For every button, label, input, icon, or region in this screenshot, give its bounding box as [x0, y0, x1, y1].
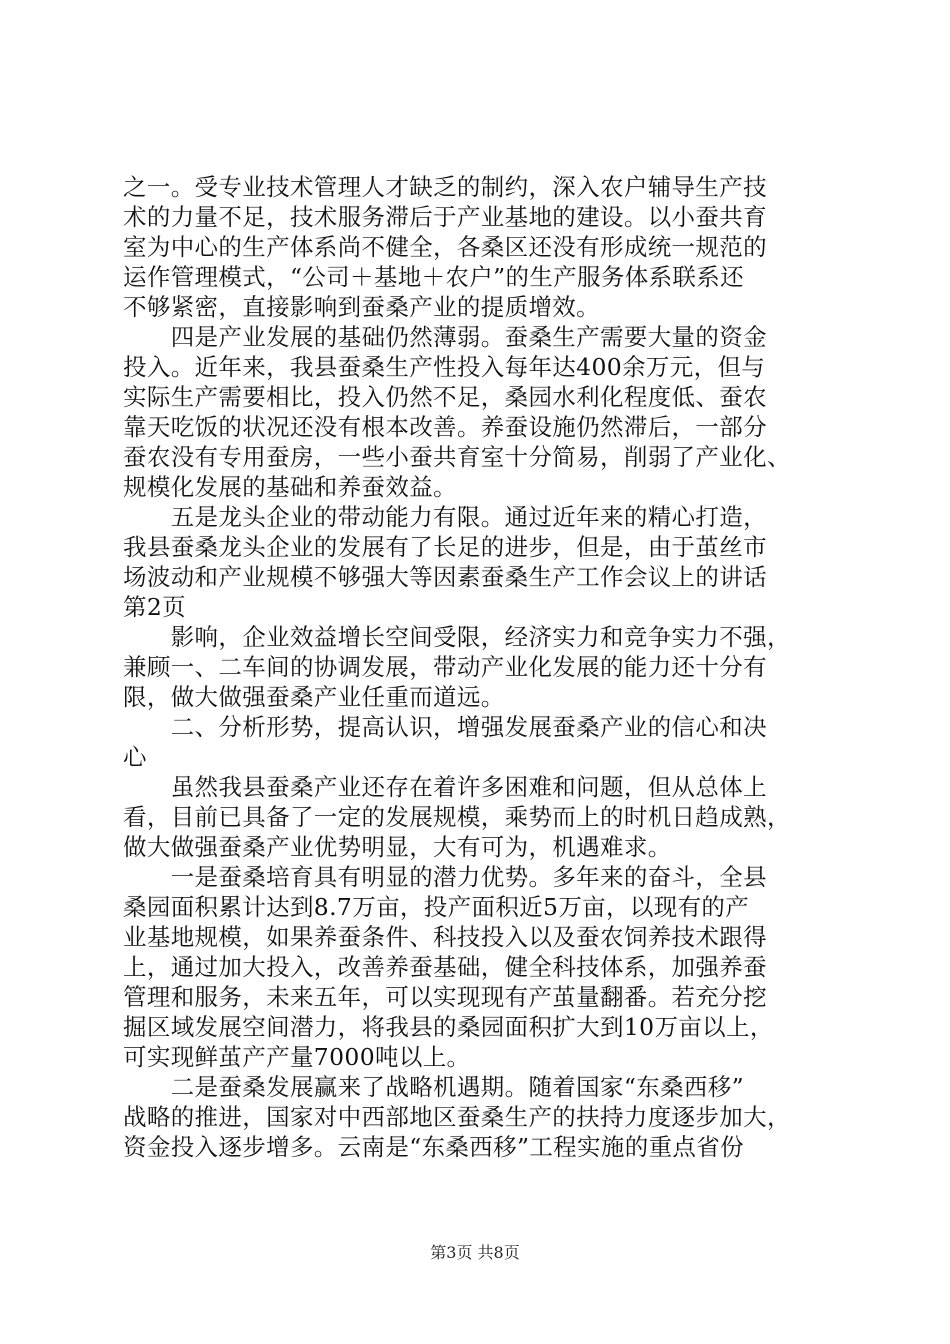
text-line: 上，通过加大投入，改善养蚕基础，健全科技体系，加强养蚕 — [123, 953, 767, 981]
text-line: 靠天吃饭的状况还没有根本改善。养蚕设施仍然滞后，一部分 — [123, 413, 767, 441]
text-line: 影响，企业效益增长空间受限，经济实力和竞争实力不强， — [123, 623, 791, 651]
text-line: 一是蚕桑培育具有明显的潜力优势。多年来的奋斗，全县 — [123, 863, 767, 891]
text-line: 实际生产需要相比，投入仍然不足，桑园水利化程度低、蚕农 — [123, 383, 767, 411]
page-number: 第3页 共8页 — [430, 1243, 520, 1262]
text-line: 限，做大做强蚕桑产业任重而道远。 — [123, 683, 505, 711]
text-line: 投入。近年来，我县蚕桑生产性投入每年达400余万元，但与 — [123, 353, 766, 381]
text-line: 资金投入逐步增多。云南是“东桑西移”工程实施的重点省份 — [123, 1133, 744, 1161]
text-line: 看，目前已具备了一定的发展规模，乘势而上的时机日趋成熟， — [123, 803, 791, 831]
document-body — [123, 172, 835, 1162]
text-line: 我县蚕桑龙头企业的发展有了长足的进步，但是，由于茧丝市 — [123, 533, 767, 561]
text-line: 二是蚕桑发展赢来了战略机遇期。随着国家“东桑西移” — [123, 1073, 744, 1101]
text-line: 之一。受专业技术管理人才缺乏的制约，深入农户辅导生产技 — [123, 173, 767, 201]
text-line: 掘区域发展空间潜力，将我县的桑园面积扩大到10万亩以上， — [123, 1013, 774, 1041]
text-line: 术的力量不足，技术服务滞后于产业基地的建设。以小蚕共育 — [123, 203, 767, 231]
text-line: 四是产业发展的基础仍然薄弱。蚕桑生产需要大量的资金 — [123, 323, 767, 351]
text-line: 虽然我县蚕桑产业还存在着许多困难和问题，但从总体上 — [123, 773, 767, 801]
text-line: 不够紧密，直接影响到蚕桑产业的提质增效。 — [123, 293, 600, 321]
text-line: 五是龙头企业的带动能力有限。通过近年来的精心打造， — [123, 503, 767, 531]
text-line: 兼顾一、二车间的协调发展，带动产业化发展的能力还十分有 — [123, 653, 767, 681]
text-line: 做大做强蚕桑产业优势明显，大有可为，机遇难求。 — [123, 833, 672, 861]
text-line: 管理和服务，未来五年，可以实现现有产茧量翻番。若充分挖 — [123, 983, 767, 1011]
text-line: 桑园面积累计达到8.7万亩，投产面积近5万亩，以现有的产 — [123, 893, 750, 921]
section-heading-line: 二、分析形势，提高认识，增强发展蚕桑产业的信心和决 — [123, 713, 767, 741]
page-footer — [0, 1243, 950, 1263]
text-line: 室为中心的生产体系尚不健全，各桑区还没有形成统一规范的 — [123, 233, 767, 261]
text-line: 第2页 — [123, 593, 187, 621]
text-line: 运作管理模式，“公司＋基地＋农户”的生产服务体系联系还 — [123, 263, 744, 291]
text-line: 业基地规模，如果养蚕条件、科技投入以及蚕农饲养技术跟得 — [123, 923, 767, 951]
section-heading-line: 心 — [123, 743, 147, 771]
text-line: 战略的推进，国家对中西部地区蚕桑生产的扶持力度逐步加大， — [123, 1103, 791, 1131]
text-line: 场波动和产业规模不够强大等因素蚕桑生产工作会议上的讲话 — [123, 563, 767, 591]
text-line: 可实现鲜茧产产量7000吨以上。 — [123, 1043, 471, 1071]
text-line: 规模化发展的基础和养蚕效益。 — [123, 473, 457, 501]
text-line: 蚕农没有专用蚕房，一些小蚕共育室十分简易，削弱了产业化、 — [123, 443, 791, 471]
